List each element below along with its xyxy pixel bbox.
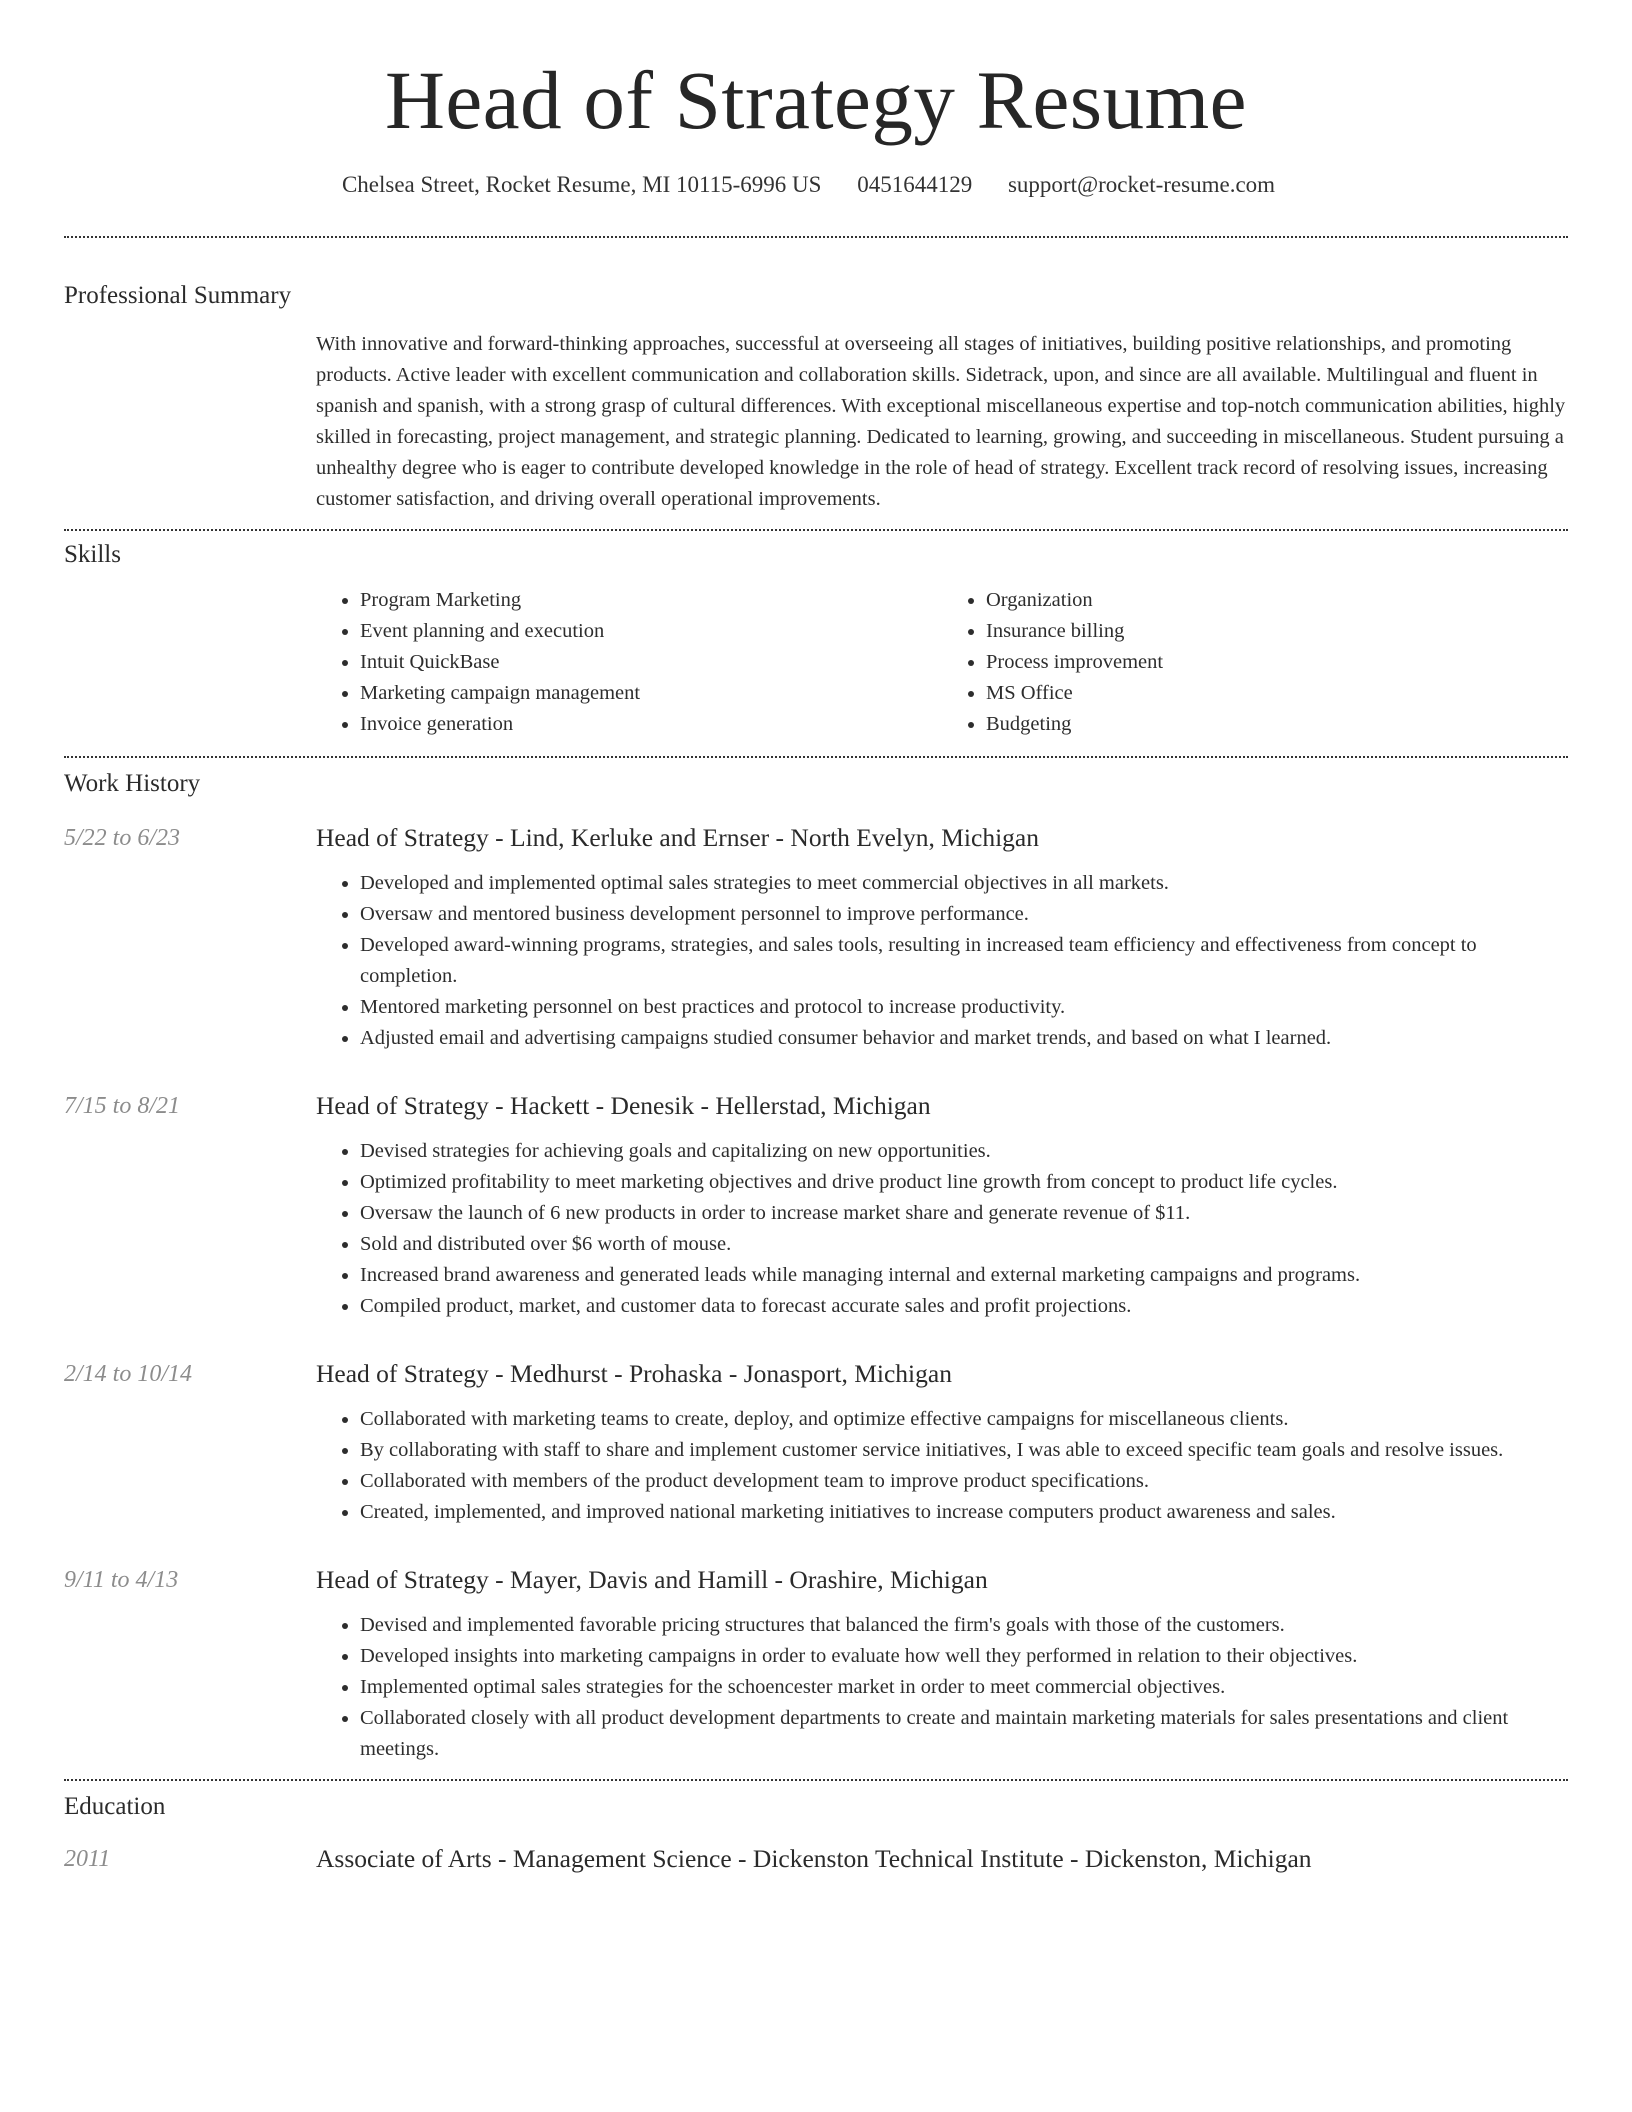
skill-item: • Intuit QuickBase (360, 647, 942, 678)
job-bullet: • Collaborated with members of the product development team to improve product specifications. (360, 1466, 1568, 1497)
job-bullet: • Developed insights into marketing campaigns in order to evaluate how well they performed in relation to their objectives. (360, 1641, 1568, 1672)
job-bullets (316, 1610, 1568, 1765)
skill-item: • Program Marketing (360, 585, 942, 616)
job-bullet: • Increased brand awareness and generated leads while managing internal and external marketing campaigns and programs. (360, 1260, 1568, 1291)
work-history-section (64, 770, 1568, 1765)
email-text: support@rocket-resume.com (1007, 172, 1276, 197)
job-bullet: • Sold and distributed over $6 worth of mouse. (360, 1229, 1568, 1260)
contact-info (64, 172, 1568, 198)
skill-item: • Organization (986, 585, 1568, 616)
job-date: 2/14 to 10/14 (64, 1361, 193, 1387)
job-title: Head of Strategy - Medhurst - Prohaska - Jonasport, Michigan (316, 1359, 952, 1388)
skill-item: • Marketing campaign management (360, 678, 942, 709)
job-bullets (316, 1404, 1568, 1528)
job-bullet: • Oversaw the launch of 6 new products in order to increase market share and generate revenue of $11. (360, 1198, 1568, 1229)
skill-item: • Insurance billing (986, 616, 1568, 647)
page-title: Head of Strategy Resume (384, 54, 1247, 146)
job-date: 5/22 to 6/23 (64, 825, 181, 851)
section-heading: Skills (64, 541, 121, 568)
job-bullet: • Developed and implemented optimal sales strategies to meet commercial objectives in all markets. (360, 868, 1568, 899)
education-entry (64, 1843, 1568, 1889)
education-title: Associate of Arts - Management Science - Dickenston Technical Institute - Dickenston, Michigan (316, 1844, 1312, 1873)
job-bullet: • Oversaw and mentored business development personnel to improve performance. (360, 899, 1568, 930)
job-bullets (316, 868, 1568, 1054)
job-bullet: • Developed award-winning programs, strategies, and sales tools, resulting in increased team efficiency and effectiveness from concept to completion. (360, 930, 1568, 992)
phone-text: 0451644129 (857, 172, 973, 197)
skills-list-left (316, 585, 942, 740)
section-heading: Professional Summary (64, 282, 292, 309)
divider (64, 529, 1568, 531)
summary-text: With innovative and forward-thinking approaches, successful at overseeing all stages of initiatives, building positive relationships, and promoting products. Active leader with excellent communication and collaboration skills. Sidetrack, upon, and since are all available. Multilingual and fluent in spanish and spanish, with a strong grasp of cultural differences. With exceptional miscellaneous expertise and top-notch communication abilities, highly skilled in forecasting, project management, and strategic planning. Dedicated to learning, growing, and succeeding in miscellaneous. Student pursuing a unhealthy degree who is eager to contribute developed knowledge in the role of head of strategy. Excellent track record of resolving issues, increasing customer satisfaction, and driving overall operational improvements. (316, 333, 1566, 510)
skill-item: • Invoice generation (360, 709, 942, 740)
job-date: 9/11 to 4/13 (64, 1567, 179, 1593)
section-heading: Education (64, 1793, 166, 1820)
job-bullet: • By collaborating with staff to share and implement customer service initiatives, I was able to exceed specific team goals and resolve issues. (360, 1435, 1568, 1466)
job-bullet: • Mentored marketing personnel on best practices and protocol to increase productivity. (360, 992, 1568, 1023)
section-heading: Work History (64, 770, 201, 797)
summary-section (64, 282, 1568, 515)
skill-item: • Process improvement (986, 647, 1568, 678)
job-date: 7/15 to 8/21 (64, 1093, 181, 1119)
divider (64, 236, 1568, 238)
job-bullet: • Devised strategies for achieving goals and capitalizing on new opportunities. (360, 1136, 1568, 1167)
job-bullet: • Implemented optimal sales strategies for the schoencester market in order to meet commercial objectives. (360, 1672, 1568, 1703)
skill-item: • MS Office (986, 678, 1568, 709)
job-bullet: • Optimized profitability to meet marketing objectives and drive product line growth from concept to product life cycles. (360, 1167, 1568, 1198)
education-date: 2011 (64, 1846, 111, 1872)
skill-item: • Event planning and execution (360, 616, 942, 647)
job-entry (64, 1564, 1568, 1765)
job-bullet: • Devised and implemented favorable pricing structures that balanced the firm's goals with those of the customers. (360, 1610, 1568, 1641)
address-text: Chelsea Street, Rocket Resume, MI 10115-6996 US (341, 172, 822, 197)
job-entry (64, 822, 1568, 1054)
skills-list-right (942, 585, 1568, 740)
education-section (64, 1793, 1568, 1889)
job-entry (64, 1090, 1568, 1322)
job-bullets (316, 1136, 1568, 1322)
job-bullet: • Adjusted email and advertising campaigns studied consumer behavior and market trends, and based on what I learned. (360, 1023, 1568, 1054)
job-bullet: • Collaborated with marketing teams to create, deploy, and optimize effective campaigns for miscellaneous clients. (360, 1404, 1568, 1435)
divider (64, 756, 1568, 758)
skill-item: • Budgeting (986, 709, 1568, 740)
job-bullet: • Collaborated closely with all product development departments to create and maintain marketing materials for sales presentations and client meetings. (360, 1703, 1568, 1765)
job-bullet: • Created, implemented, and improved national marketing initiatives to increase computers product awareness and sales. (360, 1497, 1568, 1528)
job-entry (64, 1358, 1568, 1528)
job-title: Head of Strategy - Mayer, Davis and Hamill - Orashire, Michigan (316, 1565, 988, 1594)
job-bullet: • Compiled product, market, and customer data to forecast accurate sales and profit projections. (360, 1291, 1568, 1322)
job-title: Head of Strategy - Lind, Kerluke and Ernser - North Evelyn, Michigan (316, 823, 1039, 852)
skills-section (64, 541, 1568, 740)
divider (64, 1779, 1568, 1781)
job-title: Head of Strategy - Hackett - Denesik - Hellerstad, Michigan (316, 1091, 931, 1120)
